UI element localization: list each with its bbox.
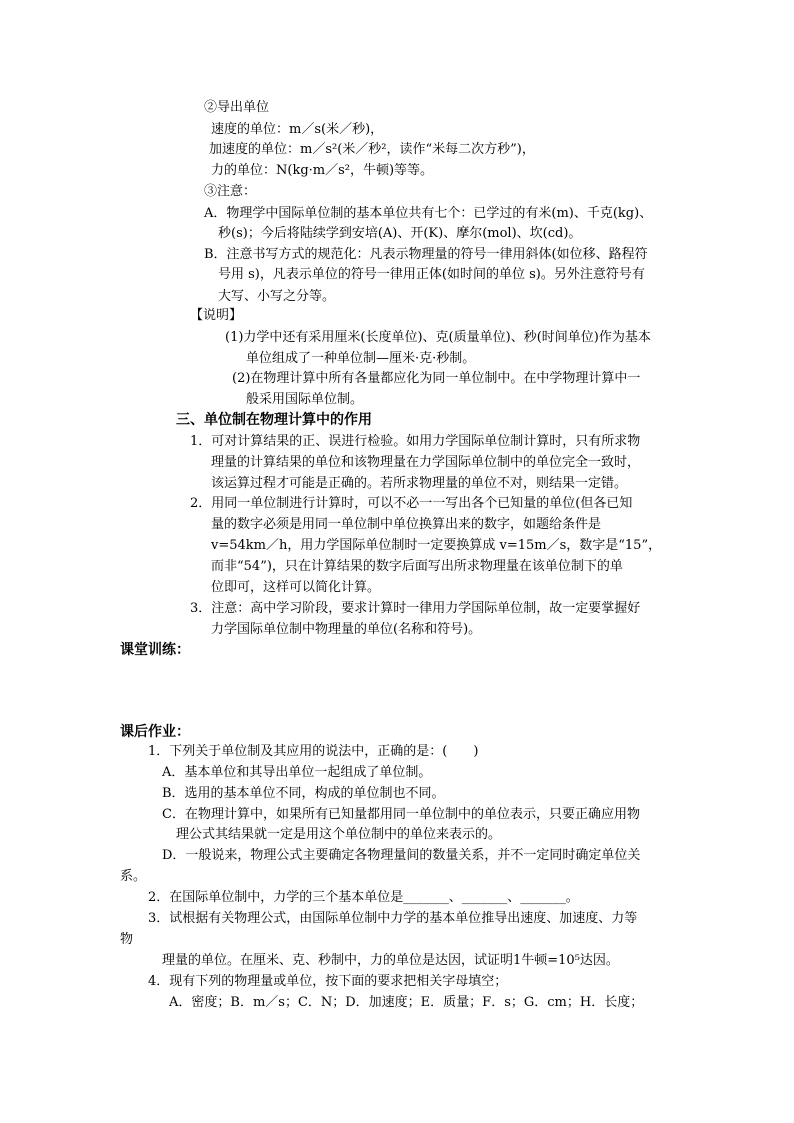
section-3-item-2-line-1: 2．用同一单位制进行计算时，可以不必一一写出各个已知量的单位(但各已知 [190, 496, 633, 511]
question-1-option-d-line-2: 系。 [120, 869, 147, 884]
force-unit-line: 力的单位：N(kg·m／s²，牛顿)等等。 [211, 163, 434, 178]
acceleration-unit-line: 加速度的单位：m／s²(米／秒²，读作“米每二次方秒”)， [209, 142, 535, 157]
derived-units-heading: ②导出单位 [204, 100, 270, 115]
section-3-item-1-line-3: 该运算过程才可能是正确的。若所求物理量的单位不对，则结果一定错。 [211, 476, 628, 491]
explanation-heading: 【说明】 [190, 308, 243, 323]
section-3-item-1-line-2: 理量的计算结果的单位和该物理量在力学国际单位制中的单位完全一致时， [211, 455, 641, 470]
section-3-item-2-line-3: v=54km／h，用力学国际单位制时一定要换算成 v=15m／s，数字是“15”， [211, 538, 662, 553]
explanation-p1-line-2: 单位组成了一种单位制—厘米·克·秒制。 [246, 351, 476, 366]
question-4-options: A．密度；B．m／s；C．N；D．加速度；E．质量；F．s；G．cm；H．长度； [169, 995, 644, 1010]
explanation-p2-line-1: (2)在物理计算中所有各量都应化为同一单位制中。在中学物理计算中一 [232, 371, 641, 386]
explanation-p1-line-1: (1)力学中还有采用厘米(长度单位)、克(质量单位)、秒(时间单位)作为基本 [225, 330, 651, 345]
classroom-practice-heading: 课堂训练： [120, 642, 190, 658]
question-1: 1．下列关于单位制及其应用的说法中，正确的是：( ) [148, 744, 479, 759]
question-1-option-b: B．选用的基本单位不同，构成的单位制也不同。 [162, 786, 445, 801]
section-3-item-2-line-2: 量的数字必须是用同一单位制中单位换算出来的数字，如题给条件是 [211, 517, 602, 532]
note-b-line-1: B．注意书写方式的规范化：凡表示物理量的符号一律用斜体(如位移、路程符 [204, 247, 648, 262]
question-1-option-c-line-2: 理公式其结果就一定是用这个单位制中的单位来表示的。 [176, 827, 502, 842]
speed-unit-line: 速度的单位：m／s(米／秒)， [211, 122, 384, 137]
note-a-line-2: 秒(s)；今后将陆续学到安培(A)、开(K)、摩尔(mol)、坎(cd)。 [218, 226, 582, 241]
section-3-item-2-line-4: 而非“54”)，只在计算结果的数字后面写出所求物理量在该单位制下的单 [211, 559, 623, 574]
question-1-option-d-line-1: D．一般说来，物理公式主要确定各物理量间的数量关系，并不一定同时确定单位关 [162, 848, 641, 863]
question-4: 4．现有下列的物理量或单位，按下面的要求把相关字母填空； [148, 974, 508, 989]
section-3-item-3-line-2: 力学国际单位制中物理量的单位(名称和符号)。 [211, 622, 482, 637]
note-b-line-2: 号用 s)，凡表示单位的符号一律用正体(如时间的单位 s)。另外注意符号有 [218, 267, 645, 282]
explanation-p2-line-2: 般采用国际单位制。 [246, 392, 364, 407]
question-1-option-c-line-1: C．在物理计算中，如果所有已知量都用同一单位制中的单位表示，只要正确应用物 [162, 807, 640, 822]
section-3-item-1-line-1: 1．可对计算结果的正、误进行检验。如用力学国际单位制计算时，只有所求物 [190, 434, 641, 449]
question-3-line-1: 3．试根据有关物理公式，由国际单位制中力学的基本单位推导出速度、加速度、力等 [148, 911, 638, 926]
question-3-line-2: 物 [120, 932, 134, 947]
note-heading: ③注意： [204, 184, 257, 199]
question-1-option-a: A．基本单位和其导出单位一起组成了单位制。 [162, 765, 432, 780]
section-3-heading: 三、单位制在物理计算中的作用 [176, 412, 372, 428]
question-2: 2．在国际单位制中，力学的三个基本单位是_______、_______、_______。 [148, 890, 579, 905]
section-3-item-2-line-5: 位即可，这样可以简化计算。 [211, 580, 381, 595]
note-b-line-3: 大写、小写之分等。 [218, 289, 336, 304]
homework-heading: 课后作业： [120, 724, 190, 740]
section-3-item-3-line-1: 3．注意：高中学习阶段，要求计算时一律用力学国际单位制，故一定要掌握好 [190, 601, 641, 616]
question-3-line-3: 理量的单位。在厘米、克、秒制中，力的单位是达因，试证明1牛顿=10⁵达因。 [162, 953, 619, 968]
note-a-line-1: A．物理学中国际单位制的基本单位共有七个：已学过的有米(m)、千克(kg)、 [204, 206, 653, 221]
